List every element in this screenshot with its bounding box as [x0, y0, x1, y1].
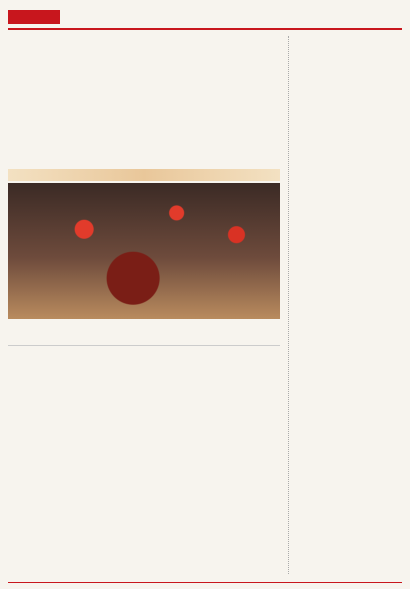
brief-kicker	[295, 218, 402, 225]
brief-kicker	[295, 36, 402, 43]
second-column-2	[100, 367, 188, 574]
page-footer	[8, 582, 402, 585]
brief-kicker	[295, 109, 402, 116]
second-story-body	[8, 367, 280, 574]
brief-title	[295, 116, 402, 128]
second-column-3	[192, 367, 280, 574]
brief-text	[295, 128, 402, 212]
second-column-1	[8, 367, 96, 574]
page-body	[8, 36, 402, 574]
photo-caption	[8, 321, 280, 339]
news-photo	[8, 183, 280, 319]
brief-title	[295, 225, 402, 237]
masthead	[8, 6, 402, 30]
brief	[295, 36, 402, 103]
left-column	[8, 36, 280, 574]
lead-column-1	[8, 69, 96, 165]
second-headline	[8, 345, 280, 364]
brief-title	[295, 43, 402, 55]
right-column	[288, 36, 402, 574]
lead-kicker	[8, 36, 280, 45]
lead-story-body	[8, 69, 280, 165]
photo-banner	[8, 169, 280, 181]
lead-column-2	[100, 69, 188, 165]
brief	[295, 109, 402, 212]
brief	[295, 218, 402, 387]
lead-headline	[8, 47, 280, 65]
brief-text	[295, 55, 402, 103]
masthead-logo	[8, 10, 60, 24]
brief-text	[295, 237, 402, 387]
lead-column-3	[192, 69, 280, 165]
